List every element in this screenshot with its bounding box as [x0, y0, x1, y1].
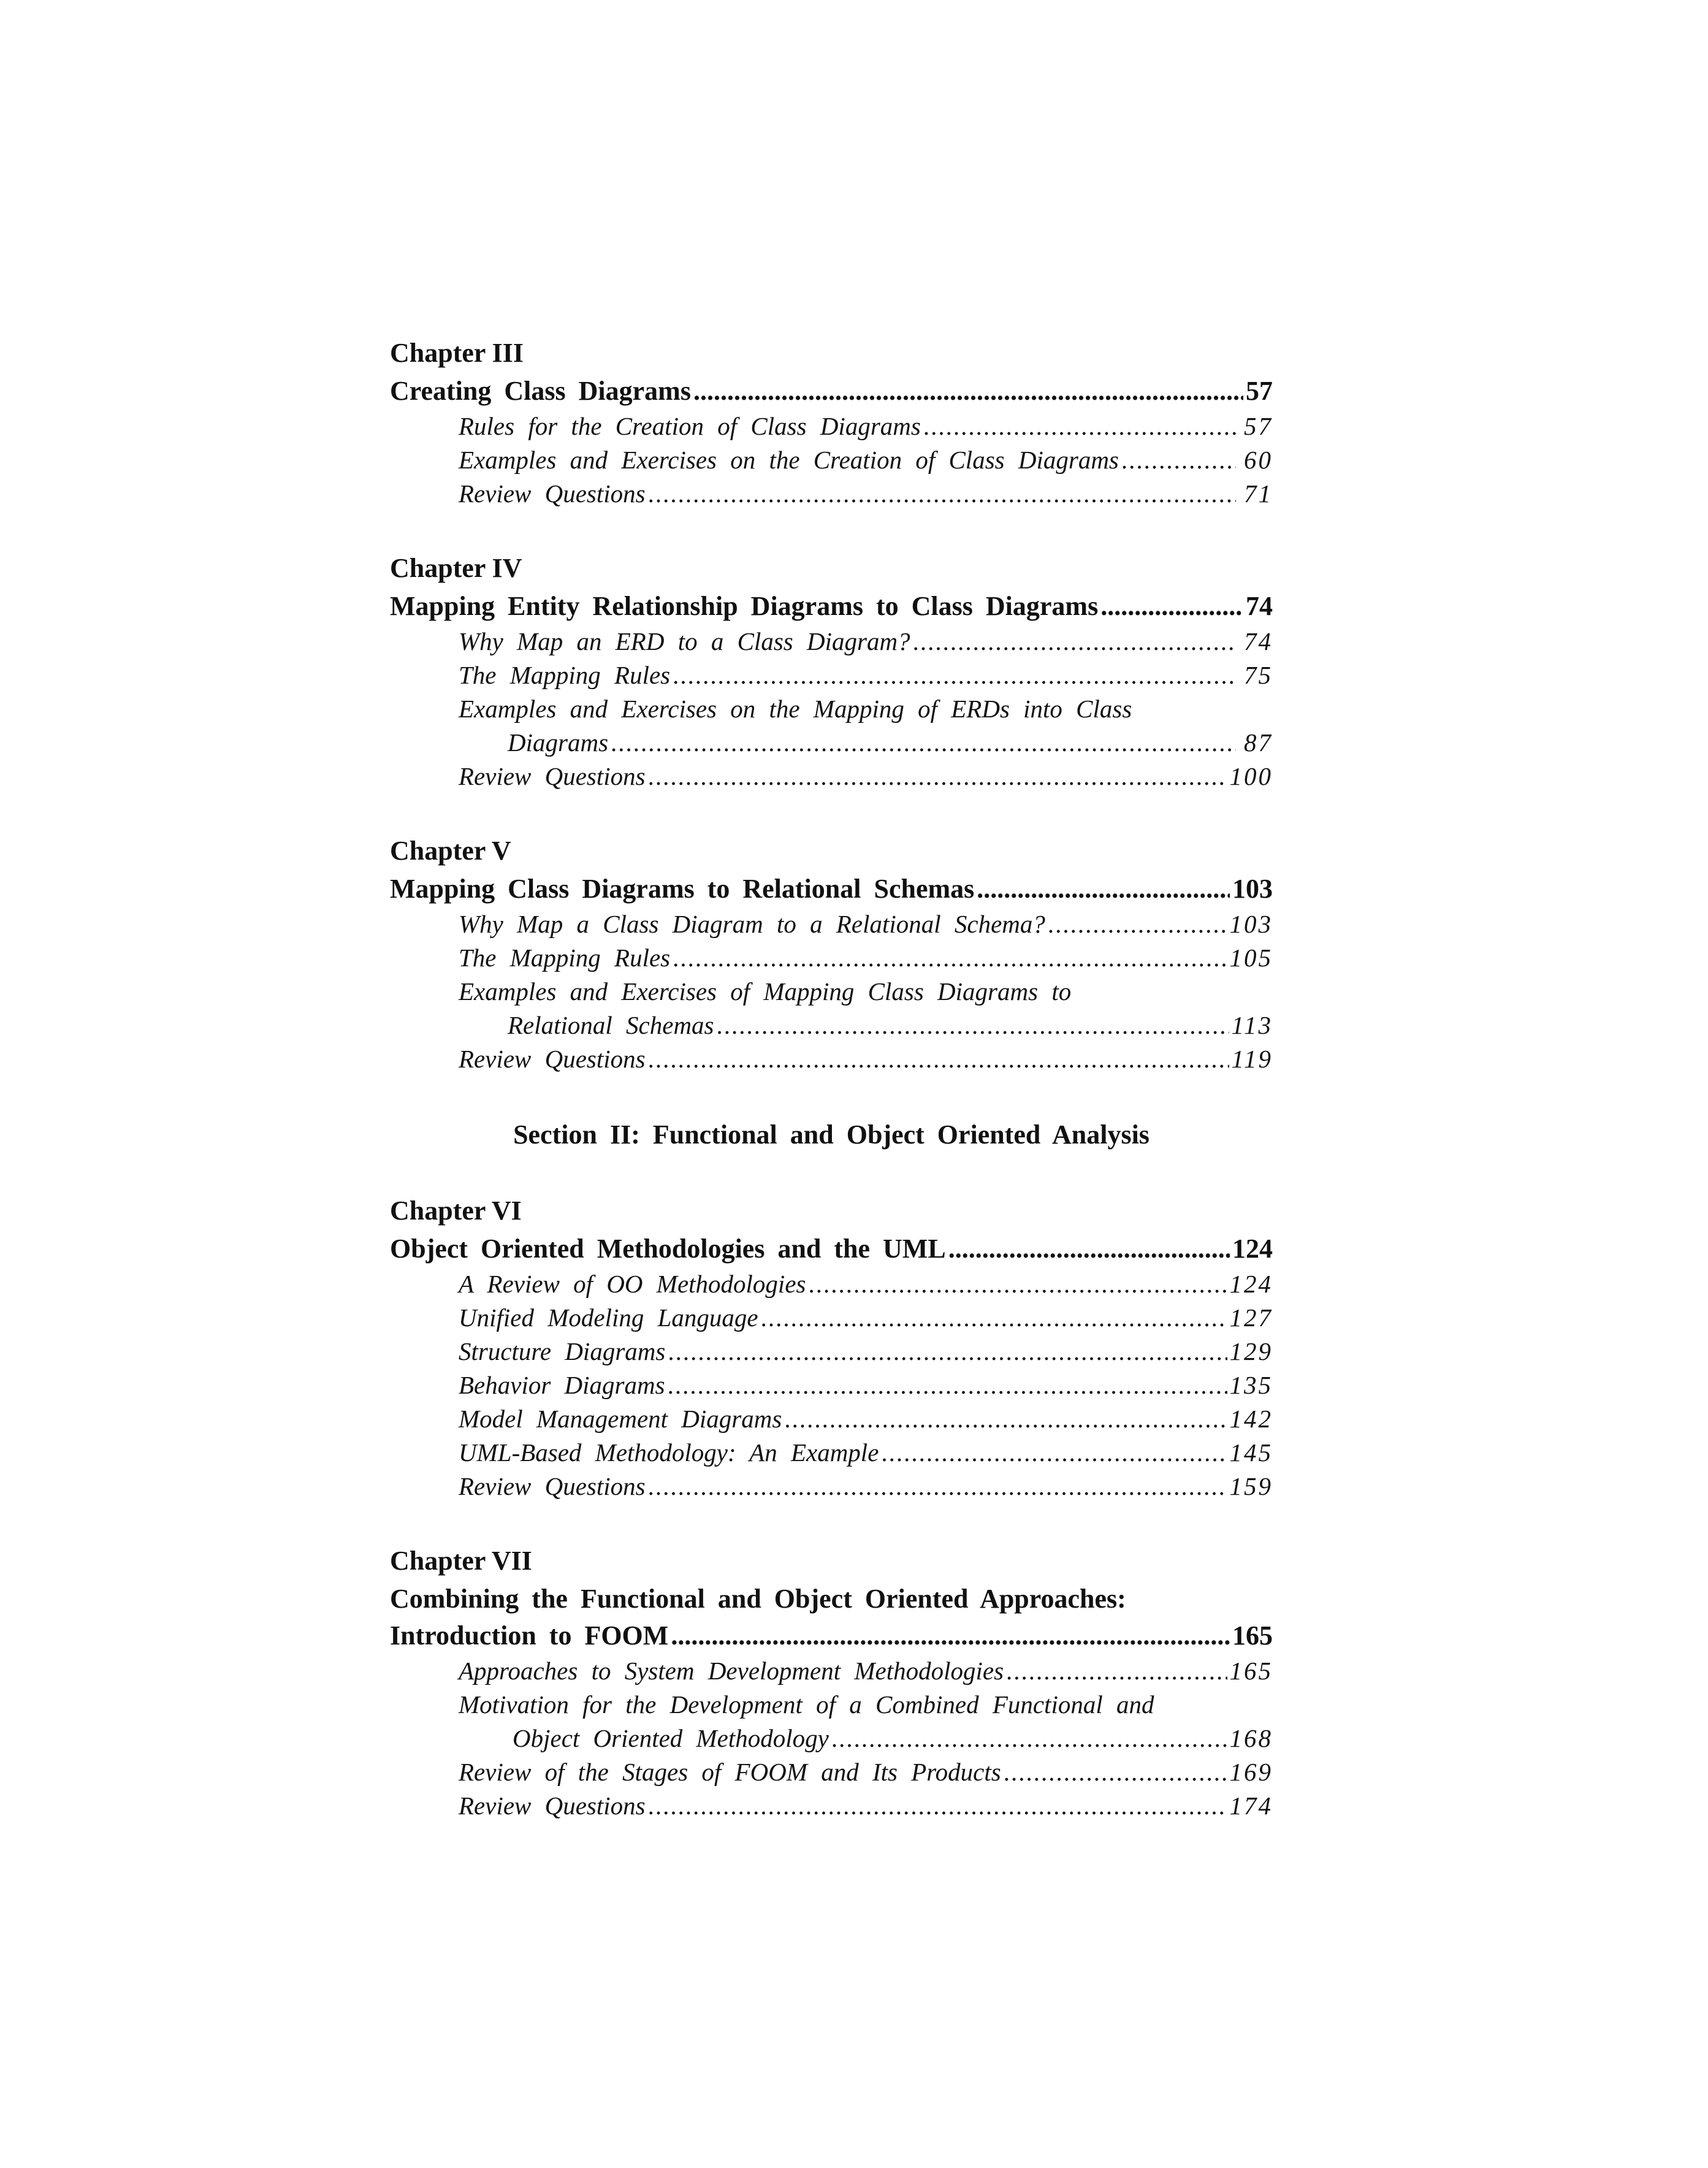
chapter-title: Creating Class Diagrams	[390, 376, 691, 406]
page-number: 57	[1246, 376, 1273, 406]
dot-leader	[1006, 1654, 1227, 1688]
toc-entry[interactable]	[390, 410, 1273, 443]
toc-entry[interactable]	[390, 1402, 1273, 1436]
toc-entry-continuation[interactable]	[390, 726, 1273, 760]
chapter-title-continuation: Introduction to FOOM	[390, 1620, 669, 1651]
page-number: 103	[1232, 874, 1273, 904]
toc-entry[interactable]	[390, 658, 1273, 692]
dot-leader	[611, 726, 1236, 760]
entry-title: Why Map an ERD to a Class Diagram?	[459, 627, 910, 655]
dot-leader	[913, 625, 1236, 658]
chapter-6	[390, 1194, 1273, 1503]
entry-title: Review Questions	[459, 762, 646, 790]
dot-leader	[648, 477, 1236, 511]
section-heading: Section II: Functional and Object Oriented Analysis	[513, 1120, 1149, 1150]
chapter-7	[390, 1544, 1273, 1823]
dot-leader	[648, 760, 1227, 793]
dot-leader	[808, 1267, 1227, 1301]
entry-title: Review Questions	[459, 1045, 646, 1073]
dot-leader	[648, 1470, 1227, 1503]
page-number: 168	[1229, 1724, 1273, 1752]
dot-leader	[1100, 588, 1243, 625]
page-number: 60	[1244, 446, 1273, 474]
entry-title: Review Questions	[459, 1472, 646, 1500]
entry-title: UML-Based Methodology: An Example	[459, 1438, 879, 1467]
dot-leader	[1121, 443, 1236, 477]
page-number: 119	[1231, 1045, 1273, 1073]
toc-entry[interactable]	[390, 1042, 1273, 1076]
entry-title-continuation: Relational Schemas	[508, 1011, 714, 1039]
page-number: 57	[1244, 412, 1273, 440]
page-number: 105	[1229, 944, 1273, 972]
dot-leader	[977, 871, 1230, 907]
chapter-label: Chapter VI	[390, 1196, 522, 1226]
table-of-contents	[390, 336, 1273, 1863]
entry-title: Review of the Stages of FOOM and Its Products	[459, 1758, 1001, 1786]
page-number: 71	[1244, 479, 1273, 508]
page-number: 113	[1231, 1011, 1273, 1039]
chapter-title-row[interactable]	[390, 373, 1273, 410]
page-number: 129	[1229, 1337, 1273, 1365]
entry-title: Why Map a Class Diagram to a Relational Schema?	[459, 910, 1045, 938]
chapter-label: Chapter III	[390, 338, 524, 368]
chapter-title: Object Oriented Methodologies and the UML	[390, 1234, 946, 1264]
page-number: 165	[1229, 1657, 1273, 1685]
page-number: 87	[1244, 728, 1273, 757]
page-number: 174	[1229, 1792, 1273, 1820]
page-number: 165	[1232, 1620, 1273, 1651]
dot-leader	[1048, 907, 1227, 941]
page-number: 75	[1244, 661, 1273, 689]
dot-leader	[648, 1789, 1227, 1823]
toc-entry[interactable]	[390, 1470, 1273, 1503]
dot-leader	[668, 1368, 1227, 1402]
chapter-5	[390, 834, 1273, 1076]
toc-entry[interactable]	[390, 625, 1273, 658]
entry-title: Behavior Diagrams	[459, 1371, 665, 1399]
toc-entry[interactable]	[390, 1267, 1273, 1301]
chapter-4	[390, 551, 1273, 793]
page-number: 124	[1229, 1270, 1273, 1298]
toc-entry[interactable]	[390, 477, 1273, 511]
entry-title: The Mapping Rules	[459, 661, 671, 689]
page-number: 124	[1232, 1234, 1273, 1264]
toc-entry[interactable]	[390, 1301, 1273, 1335]
page-number: 127	[1229, 1303, 1273, 1332]
toc-entry[interactable]	[390, 1368, 1273, 1402]
dot-leader	[668, 1335, 1227, 1368]
page-number: 74	[1246, 591, 1273, 621]
dot-leader	[761, 1301, 1227, 1335]
toc-entry-line1[interactable]	[390, 1688, 1273, 1722]
dot-leader	[923, 410, 1236, 443]
dot-leader	[648, 1042, 1229, 1076]
dot-leader	[784, 1402, 1227, 1436]
chapter-label: Chapter IV	[390, 553, 522, 583]
chapter-title-row[interactable]	[390, 1617, 1273, 1654]
toc-entry[interactable]	[390, 1436, 1273, 1470]
toc-entry[interactable]	[390, 443, 1273, 477]
chapter-3	[390, 336, 1273, 511]
dot-leader	[673, 941, 1227, 975]
page-number: 103	[1229, 910, 1273, 938]
entry-title: Model Management Diagrams	[459, 1405, 782, 1433]
dot-leader	[673, 658, 1236, 692]
entry-title: Approaches to System Development Methodologies	[459, 1657, 1004, 1685]
toc-entry[interactable]	[390, 907, 1273, 941]
dot-leader	[881, 1436, 1227, 1470]
dot-leader	[948, 1231, 1230, 1267]
page-number: 135	[1229, 1371, 1273, 1399]
entry-title-continuation: Diagrams	[508, 728, 609, 757]
toc-entry-line1[interactable]	[390, 975, 1273, 1009]
toc-entry[interactable]	[390, 1789, 1273, 1823]
toc-entry[interactable]	[390, 1335, 1273, 1368]
dot-leader	[831, 1722, 1227, 1755]
entry-title: Structure Diagrams	[459, 1337, 666, 1365]
entry-title: Review Questions	[459, 479, 646, 508]
dot-leader	[717, 1009, 1229, 1042]
page-number: 169	[1229, 1758, 1273, 1786]
entry-title-continuation: Object Oriented Methodology	[513, 1724, 829, 1752]
page-number: 74	[1244, 627, 1273, 655]
dot-leader	[671, 1617, 1230, 1654]
chapter-title: Mapping Class Diagrams to Relational Schemas	[390, 874, 975, 904]
entry-title: Examples and Exercises on the Creation of Class Diagrams	[459, 446, 1119, 474]
chapter-label: Chapter V	[390, 836, 511, 866]
chapter-label: Chapter VII	[390, 1546, 532, 1576]
page-number: 142	[1229, 1405, 1273, 1433]
entry-title: Motivation for the Development of a Combined Functional and	[459, 1690, 1154, 1719]
toc-entry-line1[interactable]	[390, 692, 1273, 726]
entry-title: Examples and Exercises of Mapping Class Diagrams to	[459, 977, 1072, 1006]
toc-entry-continuation[interactable]	[390, 1009, 1273, 1042]
toc-entry[interactable]	[390, 1755, 1273, 1789]
entry-title: Review Questions	[459, 1792, 646, 1820]
chapter-title-row[interactable]	[390, 588, 1273, 625]
entry-title: Unified Modeling Language	[459, 1303, 758, 1332]
toc-entry-continuation[interactable]	[390, 1722, 1273, 1755]
toc-entry[interactable]	[390, 941, 1273, 975]
chapter-title-row[interactable]	[390, 871, 1273, 907]
toc-entry[interactable]	[390, 1654, 1273, 1688]
toc-entry[interactable]	[390, 760, 1273, 793]
page-number: 100	[1229, 762, 1273, 790]
chapter-title: Combining the Functional and Object Oriented Approaches:	[390, 1584, 1126, 1614]
page-number: 145	[1229, 1438, 1273, 1467]
entry-title: A Review of OO Methodologies	[459, 1270, 806, 1298]
entry-title: The Mapping Rules	[459, 944, 671, 972]
entry-title: Examples and Exercises on the Mapping of ERDs into Class	[459, 695, 1132, 723]
dot-leader	[693, 373, 1243, 410]
chapter-title-row[interactable]	[390, 1231, 1273, 1267]
chapter-title-line1[interactable]	[390, 1581, 1273, 1617]
dot-leader	[1004, 1755, 1227, 1789]
chapter-title: Mapping Entity Relationship Diagrams to Class Diagrams	[390, 591, 1099, 621]
page-number: 159	[1229, 1472, 1273, 1500]
entry-title: Rules for the Creation of Class Diagrams	[459, 412, 921, 440]
